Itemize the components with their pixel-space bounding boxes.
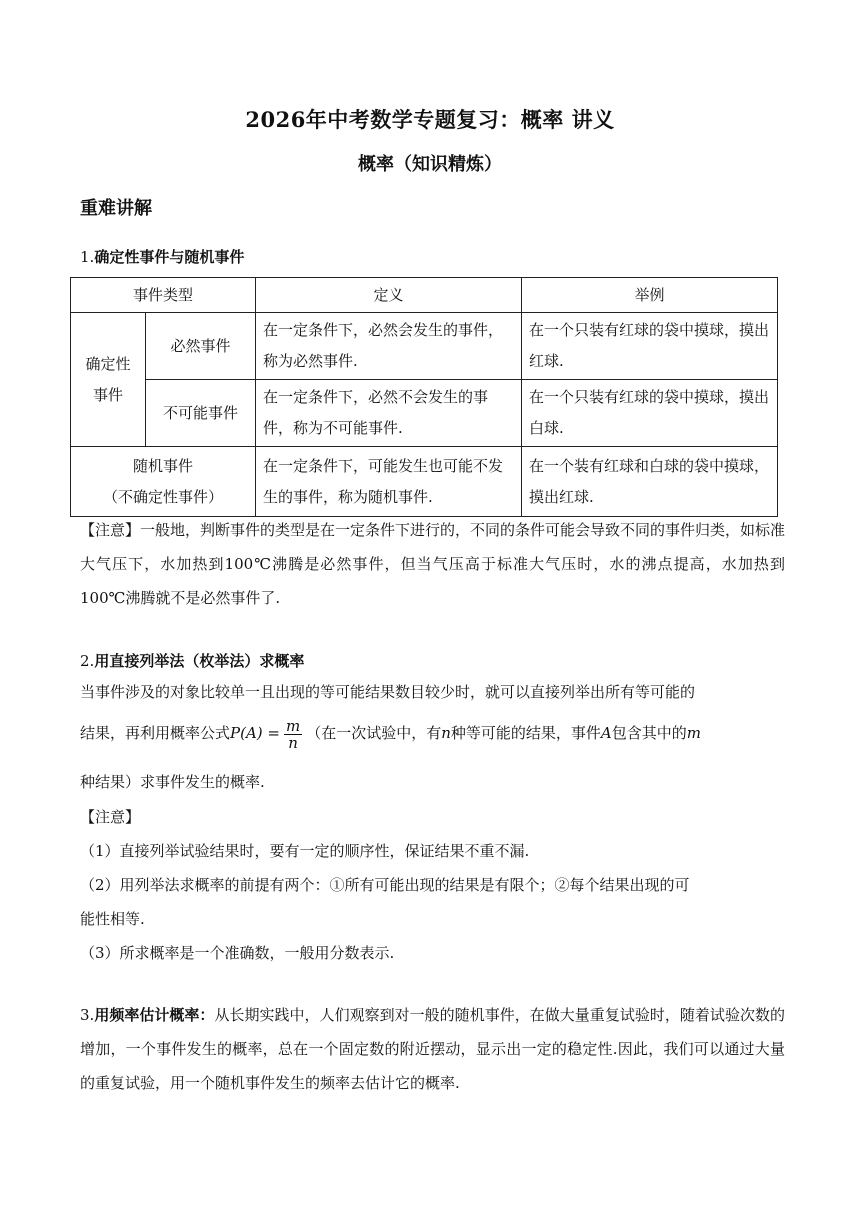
- s2-note-2-cont: 能性相等.: [80, 910, 145, 928]
- s1-note: 【注意】一般地，判断事件的类型是在一定条件下进行的，不同的条件可能会导致不同的事件归类，如标准大气压下，水加热到100℃沸腾是必然事件，但当气压高于标准大气压时，水的沸点提高，水加热到100℃沸腾就不是必然事件了.: [80, 521, 786, 607]
- def-impossible: 在一定条件下，必然不会发生的事件，称为不可能事件.: [256, 380, 522, 447]
- s2-note-1: （1）直接列举试验结果时，要有一定的顺序性，保证结果不重不漏.: [80, 842, 530, 860]
- group-label-line2: 事件: [92, 385, 123, 404]
- table-row: [71, 380, 778, 447]
- s2-heading: [80, 650, 304, 672]
- s2-note-3: （3）所求概率是一个准确数，一般用分数表示.: [80, 944, 395, 962]
- s3-paragraph: [80, 998, 785, 1100]
- s2-paragraph-line1: 当事件涉及的对象比较单一且出现的等可能结果数目较少时，就可以直接列举出所有等可能的: [80, 683, 696, 701]
- header-definition: 定义: [256, 278, 522, 313]
- s1-heading: [80, 246, 244, 268]
- header-example: 举例: [522, 278, 778, 313]
- group-cell-deterministic: [71, 313, 146, 447]
- page-subtitle: 概率（知识精炼）: [358, 154, 502, 175]
- random-type-line1: 随机事件: [133, 456, 194, 475]
- var-m: m: [686, 724, 702, 742]
- formula-fraction: [284, 718, 302, 751]
- header-event-type: 事件类型: [71, 278, 256, 313]
- s1-heading-text: 确定性事件与随机事件: [94, 248, 245, 266]
- probability-formula: [230, 716, 306, 752]
- example-random: 在一个装有红球和白球的袋中摸球，摸出红球.: [522, 447, 778, 517]
- event-types-table: [70, 277, 778, 517]
- s2-heading-num: 2.: [80, 652, 95, 670]
- formula-lhs: P(A) =: [230, 724, 280, 742]
- s3-text: 从长期实践中，人们观察到对一般的随机事件，在做大量重复试验时，随着试验次数的增加，一个事件发生的概率，总在一个固定数的附近摆动，显示出一定的稳定性.因此，我们可以通过大量的重复试验，用一个随机事件发生的频率去估计它的概率.: [80, 1006, 785, 1092]
- table-row: [71, 447, 778, 517]
- table-row: [71, 313, 778, 380]
- var-a: A: [600, 724, 612, 742]
- s2-paragraph-line2: [80, 717, 701, 751]
- def-certain: 在一定条件下，必然会发生的事件，称为必然事件.: [256, 313, 522, 380]
- var-n: n: [441, 724, 451, 742]
- s1-heading-num: 1.: [80, 248, 95, 266]
- s3-heading-num: 3.: [80, 1006, 95, 1024]
- page-title: 2026年中考数学专题复习：概率 讲义: [245, 107, 615, 132]
- s2-text-b: （在一次试验中，有: [306, 724, 442, 742]
- table-header-row: [71, 278, 778, 313]
- fraction-numerator: m: [285, 716, 301, 735]
- s2-paragraph-line3: 种结果）求事件发生的概率.: [80, 773, 265, 791]
- type-random: [71, 447, 256, 517]
- s2-text-a: 结果，再利用概率公式: [80, 724, 231, 742]
- section-heading: 重难讲解: [80, 198, 152, 219]
- random-type-line2: （不确定性事件）: [103, 487, 224, 506]
- type-certain: 必然事件: [146, 313, 256, 380]
- s2-note-label: 【注意】: [80, 808, 141, 826]
- example-certain: 在一个只装有红球的袋中摸球，摸出红球.: [522, 313, 778, 380]
- type-impossible: 不可能事件: [146, 380, 256, 447]
- s2-text-d: 包含其中的: [611, 724, 687, 742]
- fraction-denominator: n: [288, 733, 298, 752]
- def-random: 在一定条件下，可能发生也可能不发生的事件，称为随机事件.: [256, 447, 522, 517]
- s2-text-c: 种等可能的结果，事件: [450, 724, 601, 742]
- s3-heading-text: 用频率估计概率：: [94, 1006, 215, 1024]
- s2-heading-text: 用直接列举法（枚举法）求概率: [94, 652, 305, 670]
- s2-note-2: （2）用列举法求概率的前提有两个：①所有可能出现的结果是有限个；②每个结果出现的可: [80, 876, 690, 894]
- example-impossible: 在一个只装有红球的袋中摸球，摸出白球.: [522, 380, 778, 447]
- group-label-line1: 确定性: [85, 354, 131, 373]
